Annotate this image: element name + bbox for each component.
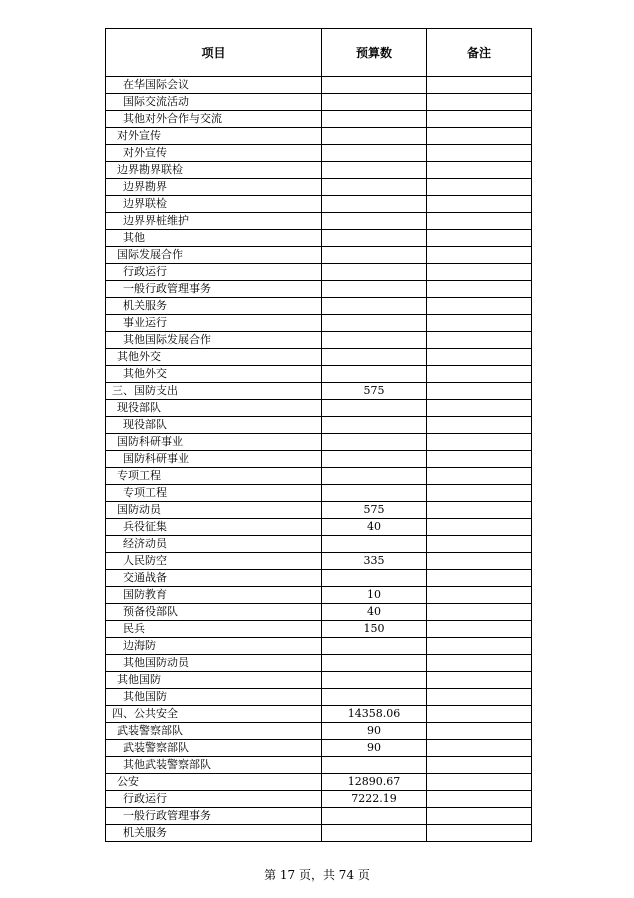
item-label: 其他国际发展合作 — [123, 333, 211, 346]
item-label: 其他国防动员 — [123, 656, 189, 669]
cell-item — [106, 655, 322, 672]
cell-budget — [322, 400, 427, 417]
cell-note — [427, 604, 532, 621]
cell-item — [106, 247, 322, 264]
cell-item — [106, 791, 322, 808]
header-item: 项目 — [106, 29, 322, 77]
cell-note — [427, 281, 532, 298]
table-row — [106, 638, 532, 655]
table-row — [106, 434, 532, 451]
cell-note — [427, 366, 532, 383]
item-label: 国防科研事业 — [123, 452, 189, 465]
cell-item — [106, 213, 322, 230]
cell-note — [427, 519, 532, 536]
cell-item — [106, 638, 322, 655]
cell-note — [427, 468, 532, 485]
table-row — [106, 315, 532, 332]
cell-budget — [322, 230, 427, 247]
cell-budget — [322, 570, 427, 587]
cell-budget — [322, 485, 427, 502]
table-row — [106, 570, 532, 587]
cell-budget — [322, 111, 427, 128]
table-row — [106, 111, 532, 128]
cell-item — [106, 145, 322, 162]
cell-note — [427, 723, 532, 740]
item-label: 四、公共安全 — [112, 707, 178, 720]
cell-budget — [322, 672, 427, 689]
item-label: 国防动员 — [117, 503, 161, 516]
cell-budget: 14358.06 — [322, 706, 427, 723]
cell-item — [106, 111, 322, 128]
table-row — [106, 383, 532, 400]
budget-table — [105, 28, 532, 842]
item-label: 现役部队 — [117, 401, 161, 414]
cell-note — [427, 213, 532, 230]
cell-note — [427, 77, 532, 94]
table-row — [106, 502, 532, 519]
cell-item — [106, 434, 322, 451]
item-label: 专项工程 — [123, 486, 167, 499]
cell-item — [106, 808, 322, 825]
table-row — [106, 264, 532, 281]
table-row — [106, 468, 532, 485]
item-label: 人民防空 — [123, 554, 167, 567]
cell-budget — [322, 366, 427, 383]
table-row — [106, 791, 532, 808]
item-label: 专项工程 — [117, 469, 161, 482]
table-row — [106, 757, 532, 774]
item-label: 国防教育 — [123, 588, 167, 601]
item-label: 现役部队 — [123, 418, 167, 431]
cell-note — [427, 298, 532, 315]
table-row — [106, 587, 532, 604]
cell-budget: 12890.67 — [322, 774, 427, 791]
item-label: 一般行政管理事务 — [123, 809, 211, 822]
cell-budget: 7222.19 — [322, 791, 427, 808]
table-body — [106, 77, 532, 842]
item-label: 国防科研事业 — [117, 435, 183, 448]
cell-budget: 150 — [322, 621, 427, 638]
item-label: 边海防 — [123, 639, 156, 652]
table-row — [106, 349, 532, 366]
cell-item — [106, 332, 322, 349]
cell-item — [106, 196, 322, 213]
cell-note — [427, 689, 532, 706]
cell-item — [106, 281, 322, 298]
cell-budget — [322, 655, 427, 672]
table-row — [106, 825, 532, 842]
page-footer: 第 17 页，共 74 页 — [264, 868, 370, 882]
cell-budget: 90 — [322, 740, 427, 757]
cell-budget: 40 — [322, 604, 427, 621]
item-label: 行政运行 — [123, 265, 167, 278]
table-row — [106, 332, 532, 349]
item-label: 武装警察部队 — [117, 724, 183, 737]
cell-item — [106, 485, 322, 502]
cell-note — [427, 94, 532, 111]
table-row — [106, 553, 532, 570]
cell-item — [106, 519, 322, 536]
item-label: 行政运行 — [123, 792, 167, 805]
cell-budget — [322, 179, 427, 196]
table-row — [106, 740, 532, 757]
cell-item — [106, 264, 322, 281]
cell-item — [106, 757, 322, 774]
item-label: 机关服务 — [123, 299, 167, 312]
cell-note — [427, 502, 532, 519]
table-row — [106, 519, 532, 536]
cell-budget — [322, 825, 427, 842]
cell-note — [427, 570, 532, 587]
cell-note — [427, 638, 532, 655]
table-row — [106, 808, 532, 825]
cell-budget: 575 — [322, 502, 427, 519]
cell-budget — [322, 247, 427, 264]
item-label: 其他 — [123, 231, 145, 244]
table-row — [106, 247, 532, 264]
cell-note — [427, 315, 532, 332]
cell-note — [427, 111, 532, 128]
cell-budget — [322, 468, 427, 485]
table-row — [106, 162, 532, 179]
item-label: 民兵 — [123, 622, 145, 635]
cell-budget — [322, 196, 427, 213]
cell-note — [427, 196, 532, 213]
cell-item — [106, 740, 322, 757]
item-label: 对外宣传 — [123, 146, 167, 159]
cell-item — [106, 604, 322, 621]
table-header-row — [106, 29, 532, 77]
item-label: 兵役征集 — [123, 520, 167, 533]
table-row — [106, 723, 532, 740]
header-budget: 预算数 — [322, 29, 427, 77]
cell-item — [106, 451, 322, 468]
table-row — [106, 196, 532, 213]
item-label: 武装警察部队 — [123, 741, 189, 754]
cell-note — [427, 485, 532, 502]
cell-budget: 575 — [322, 383, 427, 400]
cell-item — [106, 417, 322, 434]
cell-budget: 335 — [322, 553, 427, 570]
cell-item — [106, 94, 322, 111]
table-row — [106, 536, 532, 553]
item-label: 边界勘界联检 — [117, 163, 183, 176]
cell-budget — [322, 417, 427, 434]
cell-budget — [322, 298, 427, 315]
table-row — [106, 298, 532, 315]
cell-note — [427, 757, 532, 774]
table-row — [106, 230, 532, 247]
cell-note — [427, 553, 532, 570]
cell-item — [106, 298, 322, 315]
table-row — [106, 145, 532, 162]
cell-budget: 90 — [322, 723, 427, 740]
cell-budget — [322, 128, 427, 145]
item-label: 公安 — [117, 775, 139, 788]
cell-note — [427, 128, 532, 145]
cell-item — [106, 587, 322, 604]
cell-item — [106, 536, 322, 553]
item-label: 其他对外合作与交流 — [123, 112, 222, 125]
cell-item — [106, 315, 322, 332]
cell-budget — [322, 145, 427, 162]
cell-item — [106, 774, 322, 791]
item-label: 对外宣传 — [117, 129, 161, 142]
item-label: 边界联检 — [123, 197, 167, 210]
item-label: 国际交流活动 — [123, 95, 189, 108]
cell-note — [427, 400, 532, 417]
table-row — [106, 213, 532, 230]
item-label: 其他外交 — [123, 367, 167, 380]
cell-note — [427, 655, 532, 672]
cell-budget — [322, 77, 427, 94]
item-label: 一般行政管理事务 — [123, 282, 211, 295]
cell-item — [106, 162, 322, 179]
cell-item — [106, 689, 322, 706]
cell-note — [427, 145, 532, 162]
cell-item — [106, 77, 322, 94]
table-row — [106, 366, 532, 383]
cell-budget — [322, 689, 427, 706]
item-label: 预备役部队 — [123, 605, 178, 618]
table-row — [106, 94, 532, 111]
cell-note — [427, 417, 532, 434]
item-label: 边界勘界 — [123, 180, 167, 193]
cell-item — [106, 400, 322, 417]
cell-note — [427, 230, 532, 247]
table-row — [106, 128, 532, 145]
cell-note — [427, 247, 532, 264]
cell-note — [427, 332, 532, 349]
cell-note — [427, 383, 532, 400]
table-row — [106, 281, 532, 298]
cell-budget — [322, 332, 427, 349]
table-row — [106, 689, 532, 706]
table-row — [106, 621, 532, 638]
cell-item — [106, 570, 322, 587]
item-label: 国际发展合作 — [117, 248, 183, 261]
cell-item — [106, 468, 322, 485]
cell-item — [106, 179, 322, 196]
cell-note — [427, 349, 532, 366]
cell-note — [427, 451, 532, 468]
cell-budget — [322, 808, 427, 825]
item-label: 其他武装警察部队 — [123, 758, 211, 771]
cell-note — [427, 825, 532, 842]
cell-budget — [322, 638, 427, 655]
cell-note — [427, 621, 532, 638]
cell-item — [106, 349, 322, 366]
item-label: 事业运行 — [123, 316, 167, 329]
cell-item — [106, 366, 322, 383]
item-label: 其他国防 — [123, 690, 167, 703]
item-label: 其他外交 — [117, 350, 161, 363]
table-row — [106, 77, 532, 94]
cell-note — [427, 179, 532, 196]
table-row — [106, 417, 532, 434]
cell-budget — [322, 434, 427, 451]
cell-note — [427, 774, 532, 791]
cell-item — [106, 723, 322, 740]
cell-budget: 10 — [322, 587, 427, 604]
cell-note — [427, 587, 532, 604]
cell-budget — [322, 162, 427, 179]
table-row — [106, 400, 532, 417]
cell-budget — [322, 757, 427, 774]
item-label: 三、国防支出 — [112, 384, 178, 397]
cell-item — [106, 825, 322, 842]
table-row — [106, 672, 532, 689]
cell-item — [106, 230, 322, 247]
cell-budget — [322, 451, 427, 468]
table-row — [106, 604, 532, 621]
table-row — [106, 451, 532, 468]
cell-note — [427, 740, 532, 757]
cell-item — [106, 502, 322, 519]
table-row — [106, 655, 532, 672]
table-row — [106, 706, 532, 723]
cell-budget — [322, 536, 427, 553]
header-note: 备注 — [427, 29, 532, 77]
item-label: 机关服务 — [123, 826, 167, 839]
cell-note — [427, 536, 532, 553]
cell-item — [106, 621, 322, 638]
cell-note — [427, 706, 532, 723]
cell-note — [427, 808, 532, 825]
cell-note — [427, 162, 532, 179]
cell-budget — [322, 349, 427, 366]
cell-budget: 40 — [322, 519, 427, 536]
cell-item — [106, 706, 322, 723]
cell-note — [427, 434, 532, 451]
table-row — [106, 485, 532, 502]
cell-item — [106, 672, 322, 689]
table-row — [106, 179, 532, 196]
cell-item — [106, 383, 322, 400]
item-label: 边界界桩维护 — [123, 214, 189, 227]
cell-note — [427, 672, 532, 689]
cell-item — [106, 553, 322, 570]
cell-budget — [322, 281, 427, 298]
cell-note — [427, 791, 532, 808]
item-label: 在华国际会议 — [123, 78, 189, 91]
cell-budget — [322, 315, 427, 332]
cell-budget — [322, 213, 427, 230]
table-row — [106, 774, 532, 791]
cell-budget — [322, 94, 427, 111]
item-label: 交通战备 — [123, 571, 167, 584]
cell-budget — [322, 264, 427, 281]
item-label: 经济动员 — [123, 537, 167, 550]
cell-note — [427, 264, 532, 281]
item-label: 其他国防 — [117, 673, 161, 686]
cell-item — [106, 128, 322, 145]
